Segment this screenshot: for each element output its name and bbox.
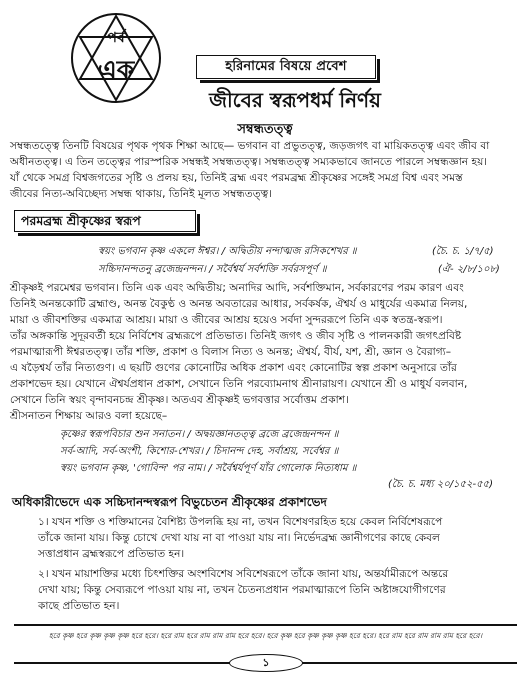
paragraph-line: ১। যখন শক্তি ও শক্তিমানের বৈশিষ্ট্য উপলব্ধি হয় না, তখন বিশেষণরহিত হয়ে কেবল নির্বিশেষরূপে xyxy=(38,516,443,528)
section-heading-sambandha: সম্বন্ধতত্ত্ব xyxy=(237,122,293,137)
footer-mantra: হরে কৃষ্ণ হরে কৃষ্ণ কৃষ্ণ কৃষ্ণ হরে হরে। হরে রাম হরে রাম রাম রাম হরে হরে। হরে কৃষ্ণ হরে কৃষ্ণ কৃষ্ণ কৃষ্ণ হরে হরে। হরে রাম হরে রাম রাম রাম হরে হরে। xyxy=(48,631,483,640)
paragraph-line: পরমাত্মারূপী ঈশ্বরতত্ত্ব। তাঁর শক্তি, প্রকাশ ও বিলাস নিত্য ও অনন্ত; ঐশ্বর্য, বীর্য, যশ, শ্রী, জ্ঞান ও বৈরাগ্য– xyxy=(10,346,452,358)
page-number: ১ xyxy=(229,654,303,672)
paragraph-line: শ্রীকৃষ্ণই পরমেশ্বর ভগবান। তিনি এক এবং অদ্বিতীয়; অনাদির আদি, সর্বশক্তিমান, সর্বকারণের পরম কারণ এবং xyxy=(10,282,464,294)
footer-divider xyxy=(14,624,517,626)
paragraph-line: জীবের নিত্য-অবিচ্ছেদ্য সম্বন্ধ থাকায়, তিনিই মূলত সম্বন্ধতত্ত্ব। xyxy=(10,188,272,200)
main-title: জীবের স্বরূপধর্ম নির্ণয় xyxy=(209,88,381,112)
section-krishna-svarupa-body xyxy=(10,280,521,424)
paragraph-line: তাঁর অঙ্গকান্তি সুদূরবর্তী হয়ে নির্বিশেষ ব্রহ্মরূপে প্রতিভাত। তিনিই জগৎ ও জীব সৃষ্টি ও পালনকারী জগৎপ্রবিষ্ট xyxy=(10,330,462,342)
paragraph-line: সত্তাপ্রধান ব্রহ্মস্বরূপে প্রতিভাত হন। xyxy=(38,548,185,560)
verse-line: কৃষ্ণের স্বরূপবিচার শুন সনাতন। / অদ্বয়জ্ঞানতত্ত্ব ব্রজে ব্রজেন্দ্রনন্দন ॥ xyxy=(60,429,339,440)
list-item xyxy=(38,514,516,562)
paragraph-line: তিনিই অনন্তকোটি ব্রহ্মাণ্ড, অনন্ত বৈকুণ্ঠ ও অনন্ত অবতারের আধার, সর্বকর্ষক, ঐশ্বর্য ও মাধুর্যের একমাত্র নিলয়, xyxy=(10,298,468,310)
paragraph-line: যাঁ থেকে সমগ্র বিশ্বজগতের সৃষ্টি ও প্রলয় হয়, তিনিই ব্রহ্ম এবং পরমব্রহ্ম শ্রীকৃষ্ণের সঙ্গেই সমগ্র বিশ্ব এবং সমস্ত xyxy=(10,172,463,184)
paragraph-line: মায়া ও জীবশক্তির একমাত্র আশ্রয়। মায়া ও জীবের আশ্রয় হয়েও সর্বদা সুন্দররূপে তিনি এক স্বতন্ত্র-স্বরূপ। xyxy=(10,314,443,326)
paragraph-line: তাঁকে জানা যায়। কিন্তু চোখে দেখা যায় না বা পাওয়া যায় না। নির্ভেদব্রহ্ম জ্ঞানীগণের কাছে কেবল xyxy=(38,532,440,544)
chapter-title: হরিনামের বিষয়ে প্রবেশ xyxy=(196,55,376,79)
paragraph-line: সম্বন্ধতত্ত্বে তিনটি বিষয়ের পৃথক পৃথক শিক্ষা আছে— ভগবান বা প্রভুতত্ত্ব, জড়জগৎ বা মায়িকতত্ত্ব এবং জীব বা xyxy=(10,140,490,152)
section-heading-prakasha-bheda: অধিকারীভেদে এক সচ্চিদানন্দস্বরূপ বিভুচেতন শ্রীকৃষ্ণের প্রকাশভেদ xyxy=(12,495,327,509)
badge-part-label: পর্ব xyxy=(107,30,125,46)
paragraph-line: শ্রীসনাতন শিক্ষায় আরও বলা হয়েছে– xyxy=(10,410,168,422)
section-heading-krishna-svarupa: পরমব্রহ্ম শ্রীকৃষ্ণের স্বরূপ xyxy=(14,210,196,232)
verse-line: স্বয়ং ভগবান কৃষ্ণ একলে ঈশ্বর। / অদ্বিতীয় নন্দাত্মজ রসিকশেখর ॥ xyxy=(98,246,357,257)
verse-reference: (চৈ. চ. ১/৭/৫) xyxy=(432,246,494,257)
paragraph-line: সেখানে তিনি স্বয়ং বৃন্দাবনচন্দ্র শ্রীকৃষ্ণ। অতএব শ্রীকৃষ্ণই ভগবত্তার সর্বোত্তম প্রকাশ। xyxy=(10,394,349,406)
verse-line: সচ্চিদানন্দতনু ব্রজেন্দ্রনন্দন। / সর্বৈশ্বর্য সর্বশক্তি সর্বরসপূর্ণ ॥ xyxy=(98,264,327,275)
badge-number: এক xyxy=(97,55,135,84)
list-item xyxy=(38,566,516,614)
verse-reference: (চৈ. চ. মধ্য ২০/১৫২-৫৫) xyxy=(388,479,494,490)
paragraph-line: এ ষড়ৈশ্বর্য তাঁর নিত্যগুণ। এ ছয়টি গুণের কোনোটির অধিক প্রকাশ এবং কোনোটির স্বল্প প্রকাশ অনুসারে তাঁর xyxy=(10,362,457,374)
verse-line: সর্ব-আদি, সর্ব-অংশী, কিশোর-শেখর। / চিদানন্দ দেহ, সর্বাশ্রয়, সর্বেশ্বর ॥ xyxy=(60,446,339,457)
paragraph-line: অধীনতত্ত্ব। এ তিন তত্ত্বের পারস্পরিক সম্বন্ধই সম্বন্ধতত্ত্ব। সম্বন্ধতত্ত্ব সম্যকভাবে জানতে পারলে সম্বন্ধজ্ঞান হয়। xyxy=(10,156,488,168)
paragraph-line: প্রকাশভেদ হয়। যেখানে ঐশ্বর্যপ্রধান প্রকাশ, সেখানে তিনি পরব্যোমনাথ শ্রীনারায়ণ। যেখানে শ্রী ও মাধুর্য বলবান, xyxy=(10,378,468,390)
paragraph-line: দেখা যায়; কিন্তু সেব্যরূপে পাওয়া যায় না, তখন চৈতন্যপ্রধান পরমাত্মারূপে তিনি অষ্টাঙ্গযোগীগণের xyxy=(38,584,446,596)
verse-reference: (ঐ- ২/৮/১০৮) xyxy=(438,264,500,275)
section-sambandha-body xyxy=(10,138,521,202)
paragraph-line: ২। যখন মায়াশক্তির মধ্যে চিৎশক্তির অংশবিশেষ সবিশেষরূপে তাঁকে জানা যায়, অন্তর্যামীরূপে অন্তরে xyxy=(38,568,449,580)
verse-line: স্বয়ং ভগবান কৃষ্ণ, 'গোবিন্দ' পর নাম। / সর্বৈশ্বর্যপূর্ণ যাঁর গোলোক নিত্যধাম ॥ xyxy=(60,463,357,474)
paragraph-line: কাছে প্রতিভাত হন। xyxy=(38,600,120,612)
